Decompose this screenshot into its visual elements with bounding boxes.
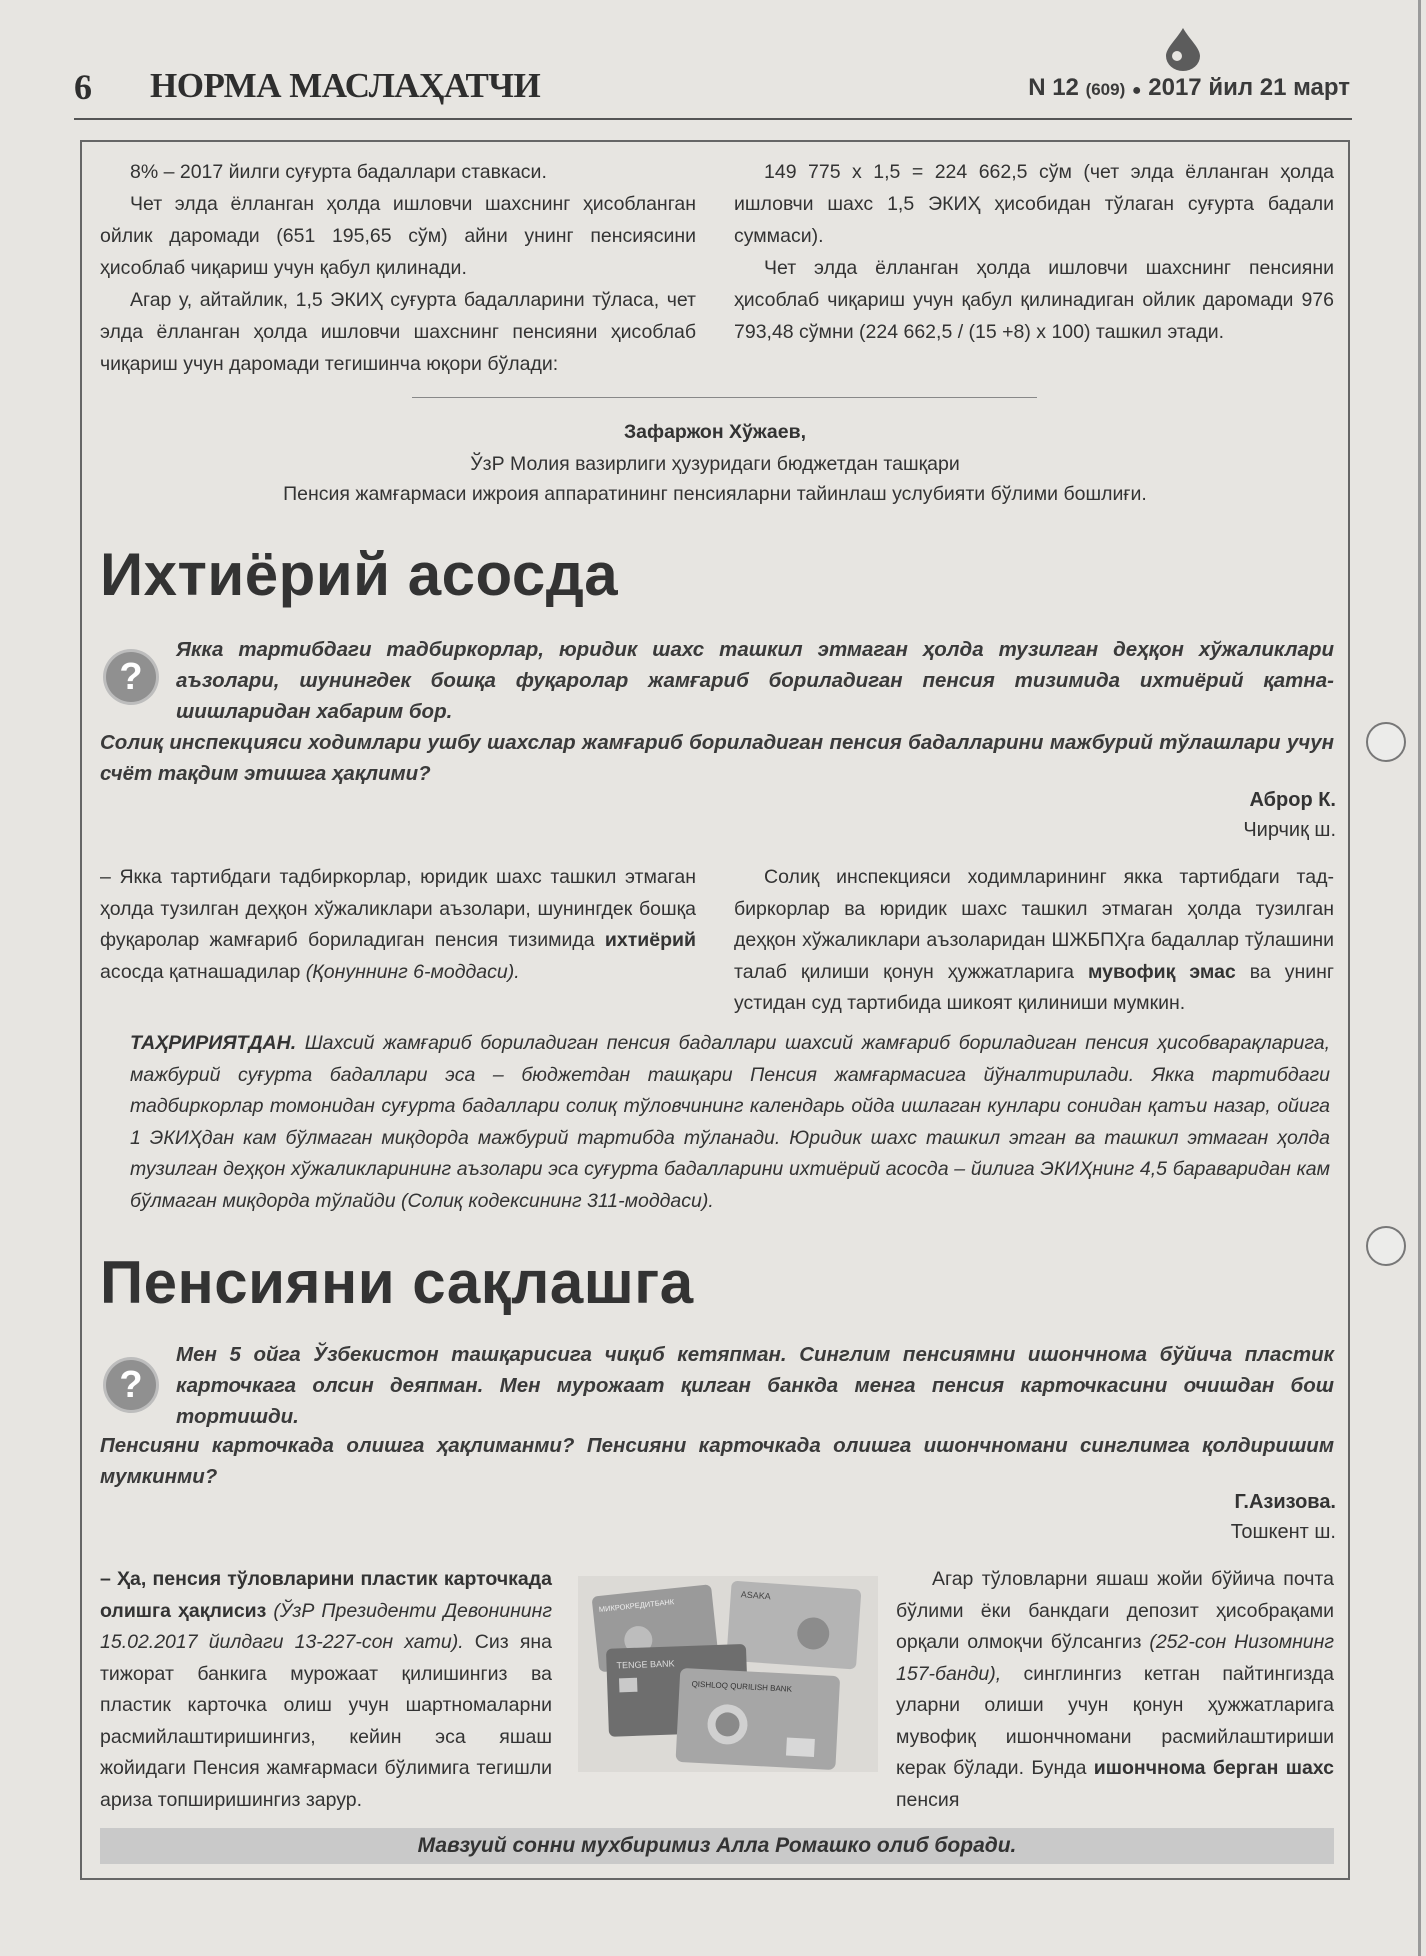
issue-date: 2017 йил 21 март	[1148, 74, 1350, 101]
answer-emphasis: ишончнома берган шахс	[1093, 1757, 1334, 1779]
question-icon: ?	[106, 1360, 156, 1410]
editorial-text: Шахсий жамғариб бориладиган пенсия бадаллари шахсий жамғариб бориладиган пенсия ҳисобварақларига, мажбурий суғурта бадаллари эса – бюджетдан ташқари Пенсия жамғармасига йўналтирилади. Якка тартибдаги тадбиркорлар томонидан суғурта бадаллари солиқ тўловчининг календарь ойда ишлаган кунлари сонидан қатъи назар, ойига 1 ЭКИҲдан кам бўлмаган миқдорда мажбурий тартибда тўланади. Юридик шахс ташкил этган ва ташкил этмаган ҳолда тузилган деҳқон хўжаликларининг аъзолари эса суғурта бадалларини ихтиёрий асосда – йилига ЭКИҲнинг 4,5 бараваридан кам бўлмаган миқдорда тўлайди (Солиқ кодексининг 311-моддаси).	[130, 1032, 1330, 1212]
article1-city: Чирчиқ ш.	[1243, 819, 1336, 841]
issue-total: (609)	[1085, 80, 1126, 99]
question-icon: ?	[106, 652, 156, 702]
top-left-column	[100, 156, 696, 380]
bullet-icon: ●	[1131, 82, 1142, 99]
header-divider	[74, 118, 1352, 120]
paragraph: Агар у, айтайлик, 1,5 ЭКИҲ суғурта бадалларини тўласа, чет элда ёлланган ҳолда ишловчи шахснинг пенсияни ҳисоблаб чиқариш учун даромади тегишинча юқори бўлади:	[100, 289, 696, 375]
law-reference: (Қонуннинг 6-моддаси).	[305, 960, 520, 983]
article2-answer-right	[896, 1564, 1334, 1816]
top-right-column	[734, 156, 1334, 348]
article2-city: Тошкент ш.	[1230, 1521, 1336, 1543]
binder-hole	[1366, 722, 1406, 762]
page-edge	[1418, 0, 1421, 1956]
paragraph: Чет элда ёлланган ҳолда ишловчи шахснинг пенсияни ҳисоблаб чиқариш учун қабул қилинадиган ойлик даромади 976 793,48 сўмни (224 662,5 / (15 +8) х 100) ташкил этади.	[734, 257, 1334, 343]
publication-title: НОРМА МАСЛАҲАТЧИ	[150, 66, 541, 105]
paragraph: 8% – 2017 йилги суғурта бадаллари ставкаси.	[130, 161, 547, 183]
bank-cards-image	[578, 1576, 878, 1772]
author-title-line1: ЎзР Молия вазирлиги ҳузуридаги бюджетдан ташқари	[470, 453, 960, 475]
paragraph: Чет элда ёлланган ҳолда ишловчи шахснинг ҳисобланган ойлик даромади (651 195,65 сўм) айни унинг пенсиясини ҳисоблаб чиқариш учун қабул қилинади.	[100, 193, 696, 279]
author-name: Зафаржон Хўжаев,	[623, 421, 807, 443]
answer-text: ва унинг устидан суд тартибида шикоят қилиниши мумкин.	[734, 960, 1334, 1014]
page-number: 6	[74, 67, 92, 107]
answer-emphasis: – Ҳа, пенсия тўловларини пластик карточкада олишга ҳақлисиз	[100, 1568, 552, 1622]
article2-question-intro: Мен 5 ойга Ўзбекистон ташқарисига чиқиб кетяпман. Синглим пенсиямни ишончнома бўйича пластик карточкага олсин деяпман. Мен мурожаат қилган банкда менга пенсия карточкасини очишдан бош тортишди.	[176, 1343, 1334, 1428]
card-label: ASAKA	[740, 1589, 772, 1602]
article1-answer-right	[734, 862, 1334, 1020]
article1-answer-left	[100, 862, 696, 988]
law-reference: (ЎзР Президенти Девонининг 15.02.2017 йилдаги 13-227-сон хати).	[100, 1599, 553, 1653]
logo-drop-icon	[1160, 26, 1206, 72]
answer-text: пенсия	[896, 1788, 960, 1811]
editorial-note	[130, 1028, 1330, 1217]
paragraph: 149 775 х 1,5 = 224 662,5 сўм (чет элда ёлланган ҳолда ишловчи шахс 1,5 ЭКИҲ ҳисобидан тўлаган суғурта бадали суммаси).	[734, 161, 1334, 247]
law-reference: (252-сон Низомнинг 157-банди),	[896, 1631, 1334, 1685]
answer-emphasis: ихтиёрий	[604, 929, 696, 951]
editorial-label: ТАҲРИРИЯТДАН.	[130, 1032, 297, 1054]
article1-question: Солиқ инспекцияси ходимлари ушбу шахслар жамғариб бориладиган пенсия бадалларини мажбурий тўлашлари учун счёт тақдим этишга ҳақлими?	[100, 731, 1334, 785]
article2-title: Пенсияни сақлашга	[100, 1249, 694, 1316]
card-label: МИКРОКРЕДИТБАНК	[598, 1597, 675, 1615]
answer-text: – Якка тартибдаги тадбиркорлар, юридик шахс ташкил этмаган ҳолда тузилган деҳқон хўжаликлари аъзолари, шунингдек бошқа фуқаролар жамғариб бориладиган пенсия тизимида	[100, 866, 696, 951]
binder-hole	[1366, 1226, 1406, 1266]
article2-answer-left	[100, 1564, 552, 1816]
article1-asker: Аброр К.	[1249, 789, 1336, 811]
card-label: TENGE BANK	[616, 1658, 675, 1671]
issue-info	[1028, 74, 1350, 102]
answer-text: асосда қатнашадилар	[100, 960, 306, 983]
answer-text: Сиз яна тижорат банкига мурожаат қилишингиз ва пластик карточка олиш учун шартномаларни расмийлаштиришингиз, кейин эса яшаш жойидаги Пенсия жамғармаси бўлимига тегишли ариза топширишингиз зарур.	[100, 1631, 552, 1811]
author-title-line2: Пенсия жамғармаси ижроия аппаратининг пенсияларни тайинлаш услубияти бўлими бошлиғи.	[283, 483, 1147, 505]
section-footer: Мавзуий сонни мухбиримиз Алла Ромашко олиб боради.	[100, 1828, 1334, 1864]
answer-text: Солиқ инспекцияси ходимларининг якка тартибдаги тадбиркорлар ва юридик шахс ташкил этмаган ҳолда тузилган деҳқон хўжаликлари аъзоларидан ШЖБПҲга бадаллар тўлашини талаб қилиши қонун ҳужжатларига	[734, 866, 1334, 983]
answer-text: синглингиз кетган пайтингизда уларни олиши учун қонун ҳужжатларига мувофиқ ишончномани расмийлаштириши керак бўлади. Бунда	[896, 1662, 1334, 1779]
article1-question-intro: Якка тартибдаги тадбиркорлар, юридик шахс ташкил этмаган ҳолда тузилган деҳқон хўжаликлари аъзолари, шунингдек бошқа фуқаролар жамғариб бориладиган пенсия тизимида ихтиёрий қатнашишларидан хабарим бор.	[176, 638, 1334, 723]
author-divider	[412, 397, 1037, 398]
answer-emphasis: мувофиқ эмас	[1087, 960, 1236, 983]
article2-asker: Г.Азизова.	[1234, 1491, 1336, 1513]
card-label: QISHLOQ QURILISH BANK	[691, 1679, 793, 1694]
article2-question: Пенсияни карточкада олишга ҳақлиманми? Пенсияни карточкада олишга ишончномани синглимга қолдиришим мумкинми?	[100, 1434, 1334, 1488]
issue-number: N 12	[1028, 74, 1079, 101]
article1-title: Ихтиёрий асосда	[100, 541, 619, 608]
answer-text: Агар тўловларни яшаш жойи бўйича почта бўлими ёки банкдаги депозит ҳисобрақами орқали олмоқчи бўлсангиз	[896, 1568, 1334, 1653]
